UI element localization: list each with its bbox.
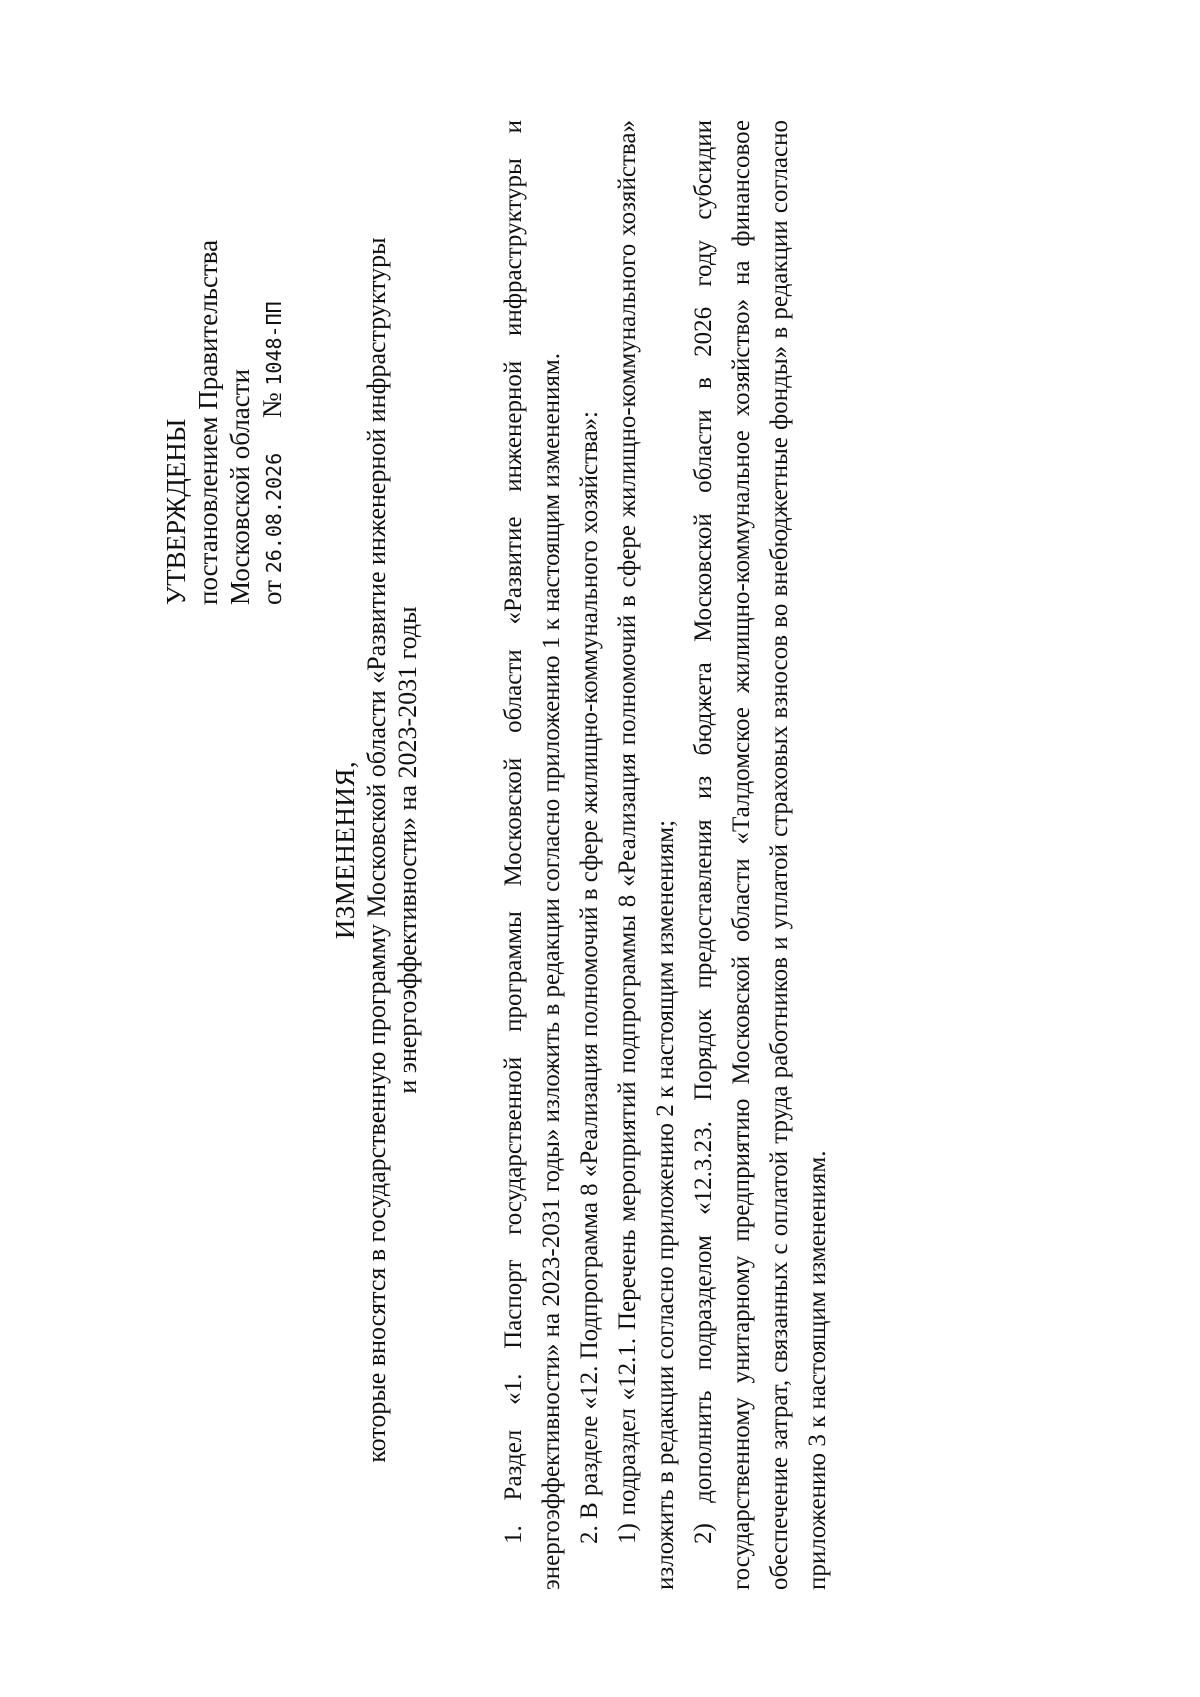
approved-label: УТВЕРЖДЕНЫ — [161, 418, 191, 605]
document-body — [495, 120, 837, 1590]
document-heading: ИЗМЕНЕНИЯ, — [330, 760, 360, 940]
number-sign: № — [257, 392, 287, 419]
paragraph-3: 1) подраздел «12.1. Перечень мероприятий подпрограммы 8 «Реализация полномочий в сфере жилищно-коммунального хозяйства» изложить в редакции согласно приложению 2 к настоящим изменениям; — [614, 120, 679, 1590]
paragraph-1: 1. Раздел «1. Паспорт государственной программы Московской области «Развитие инженерной инфраструктуры и энергоэффективности» на 2023-2031 годы» изложить в редакции согласно приложению 1 к настоящим изменениям. — [500, 120, 565, 1590]
approval-date-number-line — [256, 85, 290, 605]
paragraph-4: 2) дополнить подразделом «12.3.23. Порядок предоставления из бюджета Московской области в 2026 году субсидии государственному унитарному предприятию Московской области «Талдомское жилищно-коммунальное хозяйство» на финансовое обеспечение затрат, связанных с оплатой труда работников и уплатой страховых взносов во внебюджетные фонды» в редакции согласно приложению 3 к настоящим изменениям. — [690, 120, 831, 1590]
approved-by-line: постановлением Правительства — [193, 239, 223, 605]
document-title-block — [330, 120, 423, 1580]
approval-stamp-block — [160, 85, 290, 605]
approval-number: 1048-ПП — [262, 301, 286, 386]
approval-date: 26.08.2026 — [262, 452, 286, 574]
document-title-line-1: которые вносятся в государственную программу Московской области «Развитие инженерной инфраструктуры — [362, 237, 391, 1463]
document-title-line-2: и энергоэффективности» на 2023-2031 годы — [393, 606, 422, 1094]
rotated-page-content — [90, 80, 1110, 1620]
from-label: от — [257, 580, 287, 605]
paragraph-2: 2. В разделе «12. Подпрограмма 8 «Реализация полномочий в сфере жилищно-коммунального хозяйства»: — [576, 410, 603, 1544]
approved-region-line: Московской области — [225, 368, 255, 605]
